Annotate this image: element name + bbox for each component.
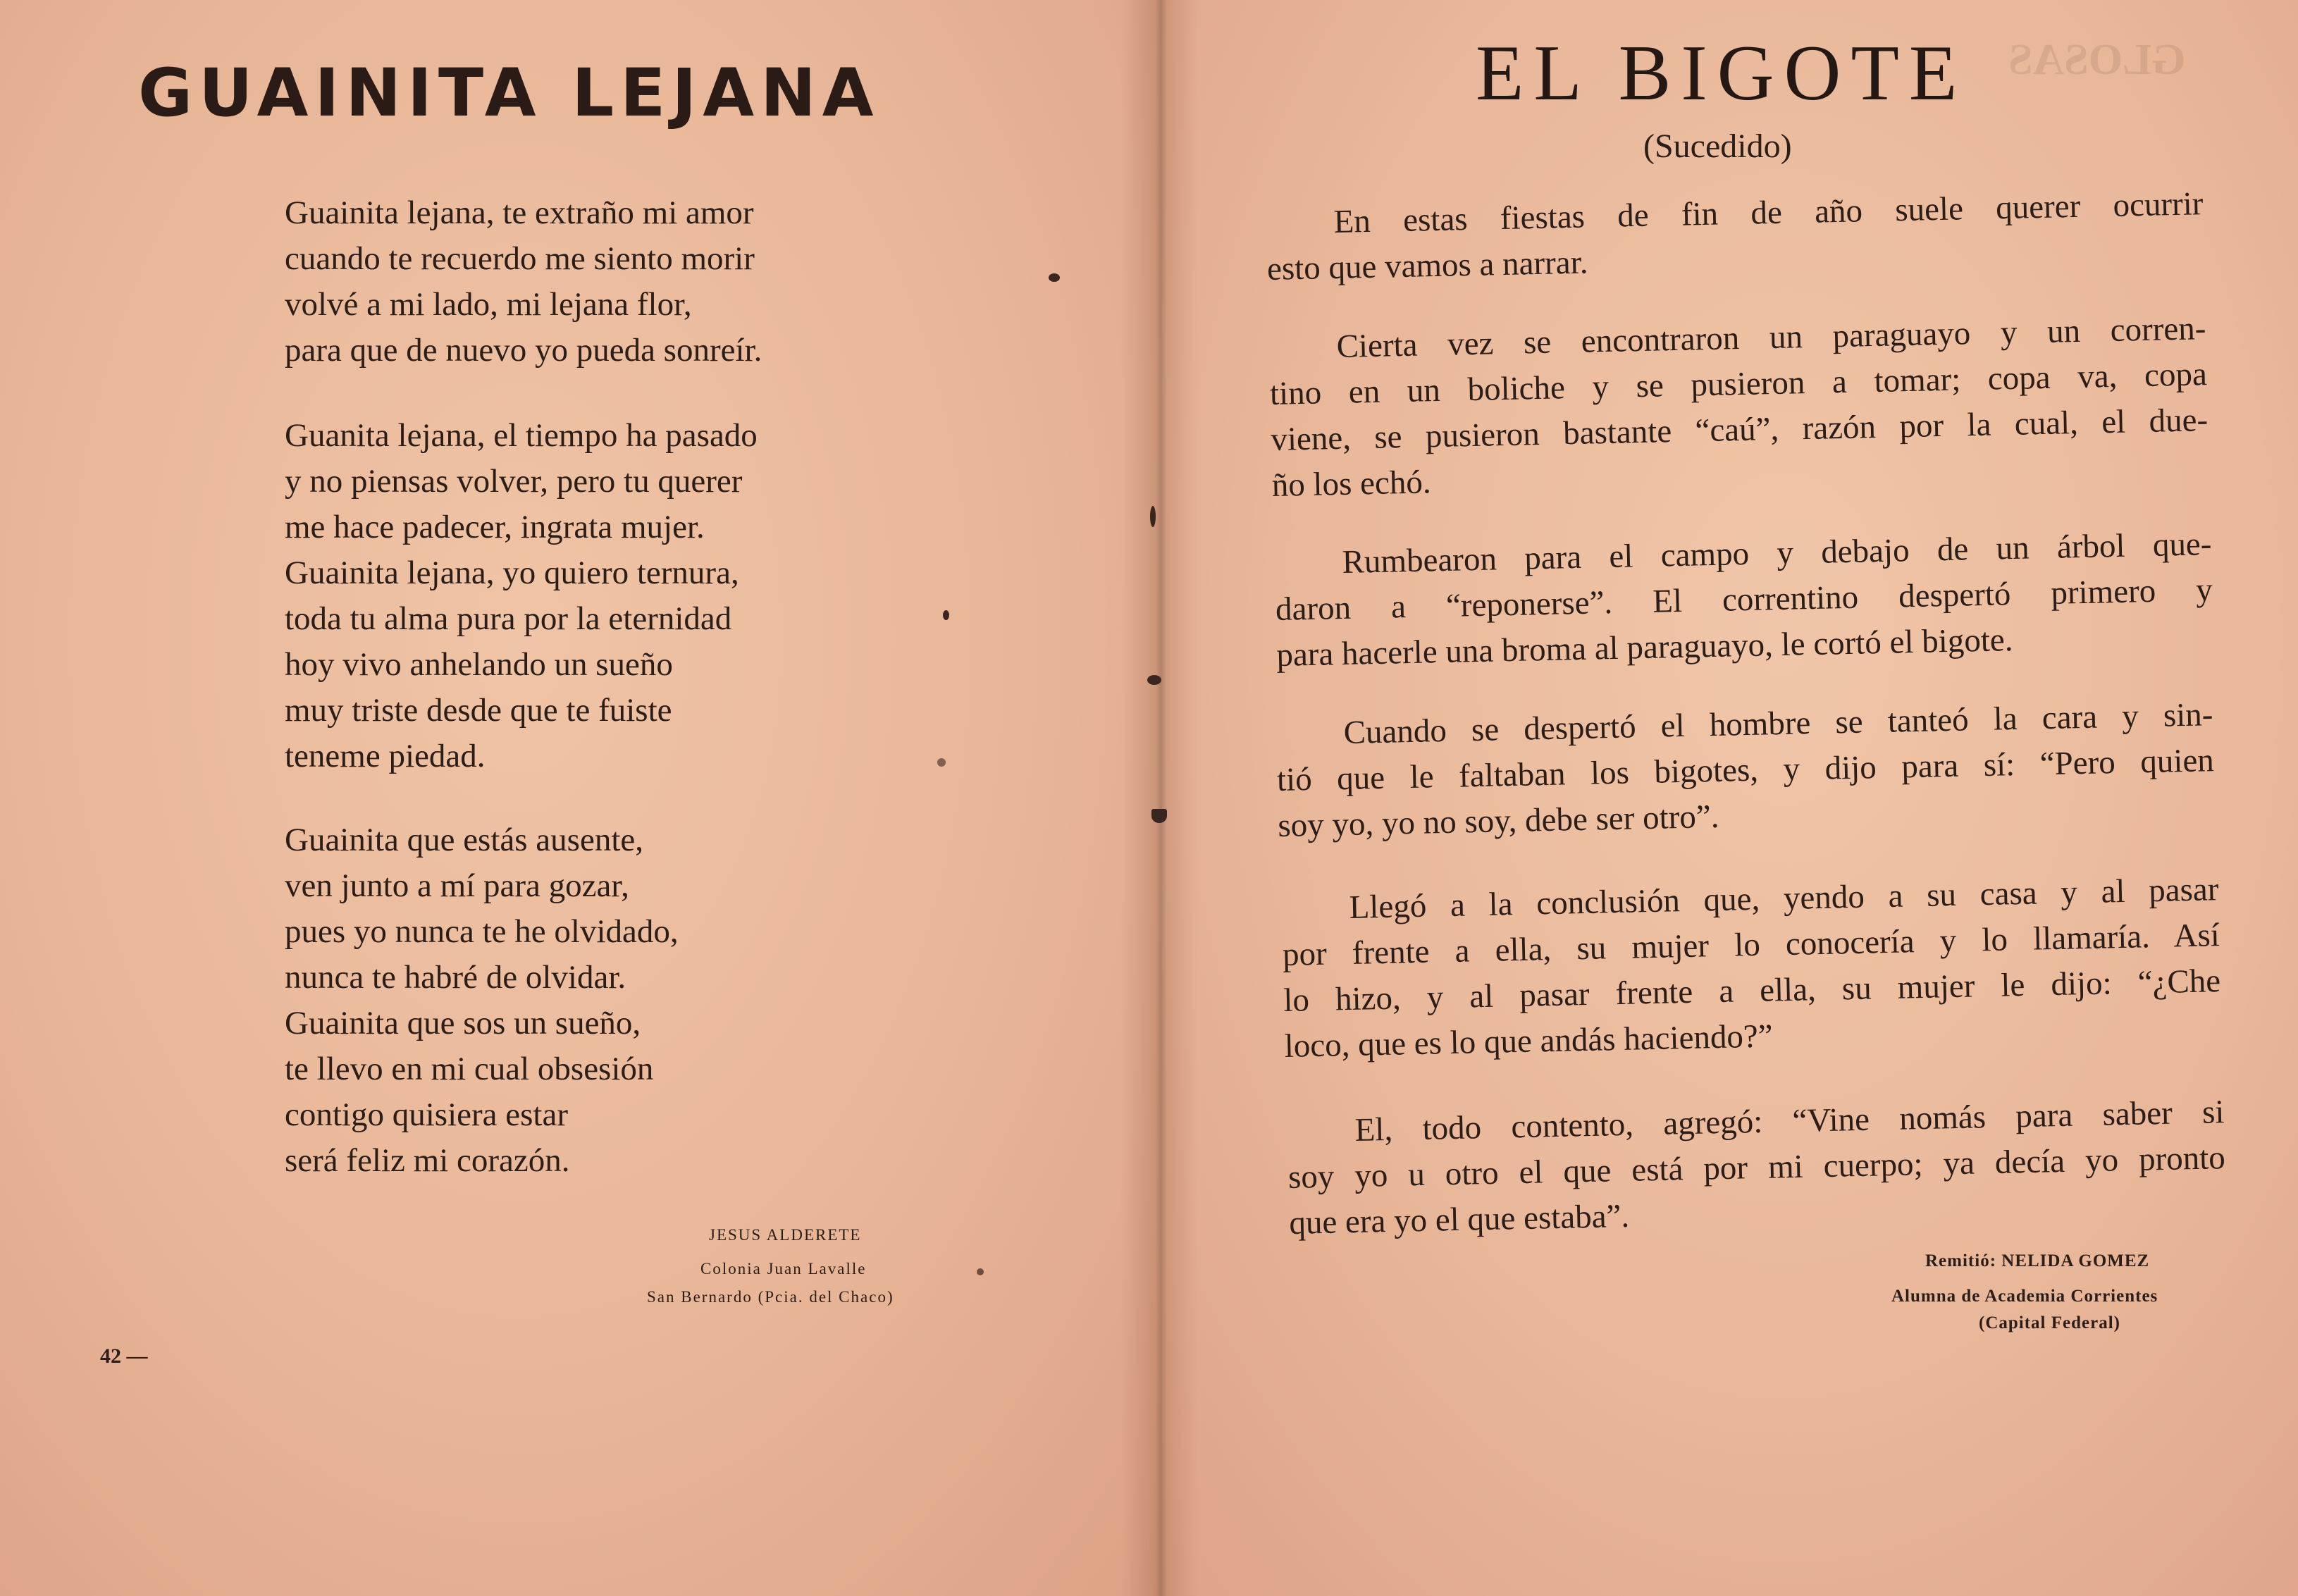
story-paragraph-5 bbox=[1281, 867, 2222, 1070]
story-line: daron a “reponerse”. El correntino despertó primero y bbox=[1275, 571, 2213, 628]
poem-line: nunca te habré de olvidar. bbox=[285, 959, 626, 996]
story-line: viene, se pusieron bastante “caú”, razón por la cual, el due- bbox=[1270, 402, 2209, 458]
poem-stanza-1 bbox=[285, 190, 762, 373]
story-paragraph-6 bbox=[1287, 1089, 2227, 1247]
binding-staple-mark bbox=[1150, 506, 1156, 527]
story-line: En estas fiestas de fin de año suele querer ocurrir bbox=[1333, 185, 2204, 240]
story-line: para hacerle una broma al paraguayo, le cortó el bigote. bbox=[1275, 621, 2013, 674]
story-line: loco, que es lo que andás haciendo?” bbox=[1284, 1017, 1774, 1065]
poem-line: Guanita lejana, el tiempo ha pasado bbox=[285, 417, 758, 454]
story-line: soy yo, yo no soy, debe ser otro”. bbox=[1277, 798, 1719, 844]
binding-staple-mark bbox=[1147, 675, 1161, 685]
poem-stanza-3 bbox=[285, 817, 679, 1184]
contributor-school: Alumna de Academia Corrientes bbox=[1891, 1287, 2158, 1306]
story-line: esto que vamos a narrar. bbox=[1266, 244, 1588, 287]
right-page-title: EL BIGOTE bbox=[1476, 30, 1967, 117]
poem-line: Guainita lejana, yo quiero ternura, bbox=[285, 555, 739, 591]
page-number: 42 — bbox=[100, 1344, 148, 1368]
poem-line: volvé a mi lado, mi lejana flor, bbox=[285, 286, 692, 323]
story-line: Cierta vez se encontraron un paraguayo y un corren- bbox=[1336, 310, 2206, 365]
story-line: soy yo u otro el que está por mi cuerpo; ya decía yo pronto bbox=[1287, 1139, 2226, 1196]
story-paragraph-2 bbox=[1268, 306, 2209, 509]
contributor-location: (Capital Federal) bbox=[1979, 1313, 2120, 1332]
ink-speck bbox=[943, 610, 949, 620]
binding-staple-mark bbox=[1151, 809, 1167, 823]
poem-line: te llevo en mi cual obsesión bbox=[285, 1051, 654, 1087]
author-credit-name: JESUS ALDERETE bbox=[709, 1226, 862, 1244]
story-line: por frente a ella, su mujer lo conocería y lo llamaría. Así bbox=[1282, 917, 2220, 973]
story-line: que era yo el que estaba”. bbox=[1288, 1197, 1630, 1242]
ink-speck bbox=[937, 758, 946, 767]
poem-line: teneme piedad. bbox=[285, 738, 486, 774]
poem-stanza-2 bbox=[285, 413, 758, 779]
poem-line: contigo quisiera estar bbox=[285, 1096, 568, 1133]
story-paragraph-4 bbox=[1275, 692, 2216, 849]
story-line: Llegó a la conclusión que, yendo a su casa y al pasar bbox=[1349, 871, 2219, 926]
poem-line: Guainita que estás ausente, bbox=[285, 822, 643, 858]
story-line: Rumbearon para el campo y debajo de un árbol que- bbox=[1342, 526, 2212, 581]
ink-speck bbox=[977, 1268, 984, 1275]
story-line: El, todo contento, agregó: “Vine nomás para saber si bbox=[1354, 1094, 2225, 1149]
poem-line: Guainita que sos un sueño, bbox=[285, 1005, 641, 1041]
poem-line: toda tu alma pura por la eternidad bbox=[285, 600, 732, 637]
contributor-credit: Remitió: NELIDA GOMEZ bbox=[1925, 1251, 2150, 1270]
poem-line: pues yo nunca te he olvidado, bbox=[285, 913, 679, 950]
story-paragraph-1 bbox=[1266, 181, 2204, 292]
author-credit-place: San Bernardo (Pcia. del Chaco) bbox=[647, 1288, 894, 1306]
book-gutter bbox=[1120, 0, 1198, 1596]
poem-line: muy triste desde que te fuiste bbox=[285, 692, 672, 729]
story-line: lo hizo, y al pasar frente a ella, su mujer le dijo: “¿Che bbox=[1283, 963, 2221, 1019]
bleed-through-text: GLOSAS bbox=[2008, 36, 2186, 84]
right-page-subtitle: (Sucedido) bbox=[1643, 128, 1792, 165]
poem-line: me hace padecer, ingrata mujer. bbox=[285, 509, 705, 545]
poem-line: cuando te recuerdo me siento morir bbox=[285, 240, 755, 277]
author-credit-place: Colonia Juan Lavalle bbox=[700, 1260, 867, 1278]
poem-line: para que de nuevo yo pueda sonreír. bbox=[285, 332, 762, 369]
story-line: ño los echó. bbox=[1271, 464, 1432, 504]
poem-line: y no piensas volver, pero tu querer bbox=[285, 463, 743, 500]
story-line: Cuando se despertó el hombre se tanteó la cara y sin- bbox=[1343, 696, 2213, 751]
poem-line: será feliz mi corazón. bbox=[285, 1142, 570, 1179]
poem-line: Guainita lejana, te extraño mi amor bbox=[285, 194, 754, 231]
left-page-title: GUAINITA LEJANA bbox=[138, 55, 880, 132]
poem-line: hoy vivo anhelando un sueño bbox=[285, 646, 673, 683]
story-paragraph-3 bbox=[1274, 521, 2214, 679]
poem-line: ven junto a mí para gozar, bbox=[285, 867, 629, 904]
story-line: tino en un boliche y se pusieron a tomar; copa va, copa bbox=[1269, 356, 2208, 412]
ink-speck bbox=[1049, 273, 1060, 282]
story-line: tió que le faltaban los bigotes, y dijo para sí: “Pero quien bbox=[1276, 742, 2215, 798]
